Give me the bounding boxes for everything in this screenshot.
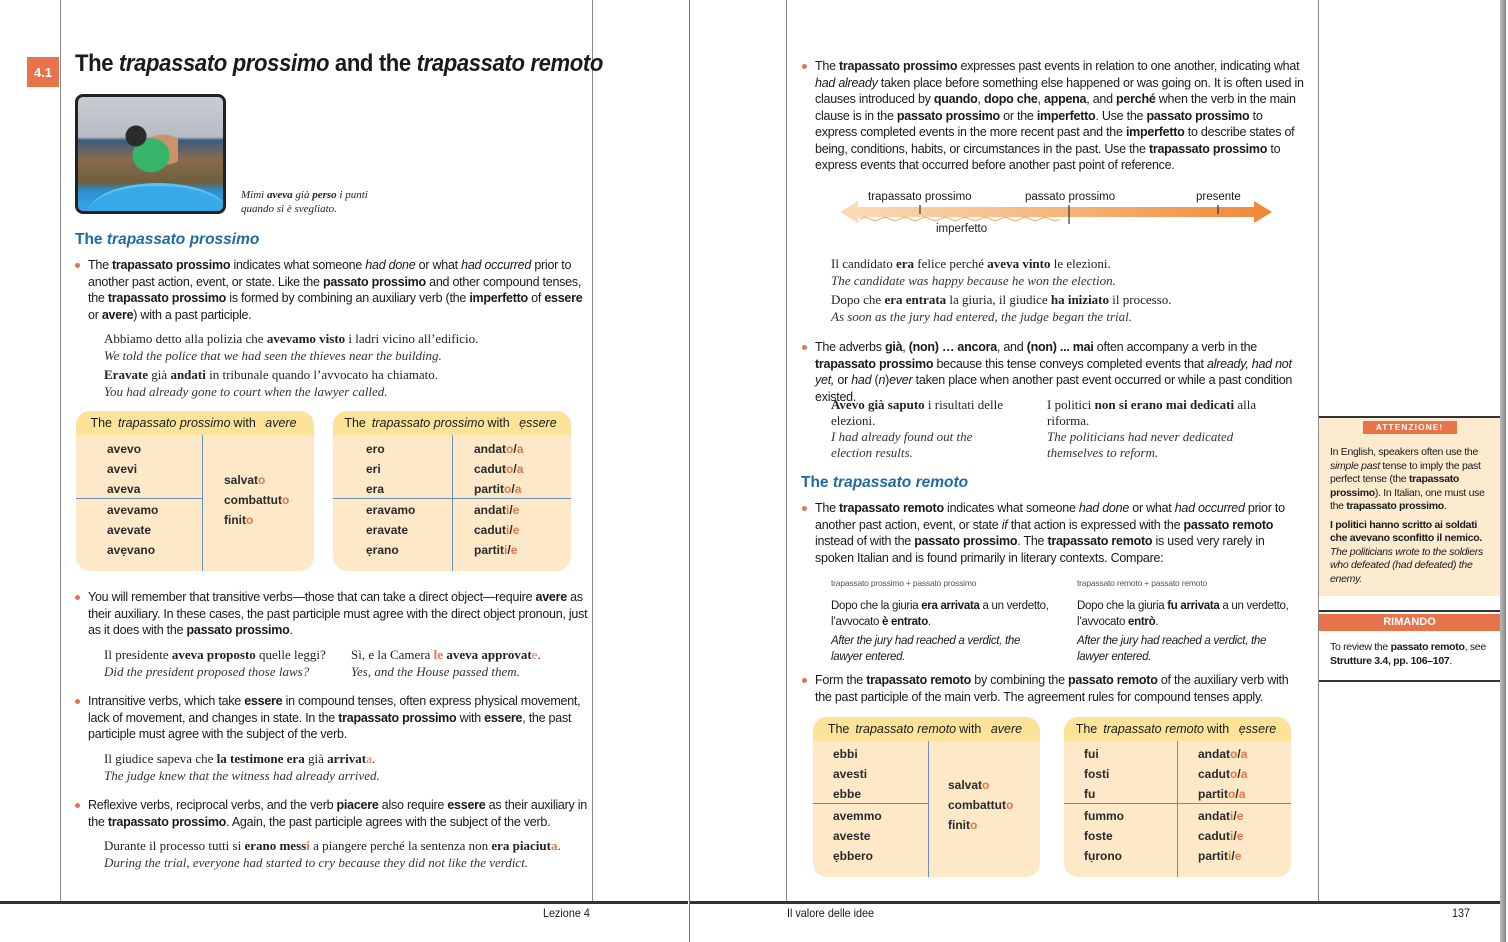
attenzione-translation: The politicians wrote to the soldiers who defeated (had defeated) the enemy. [1330, 545, 1483, 585]
verb-forms-plural: eravamo eravate ẹrano [366, 503, 416, 557]
example-transitive-right: Sì, e la Camera le aveva approvate. Yes, and the House passed them. [351, 647, 541, 679]
example-item: Eravate già andati in tribunale quando l’avvocato ha chiamato. You had already gone to court when the lawyer called. [104, 367, 438, 399]
attenzione-tag: ATTENZIONE! [1363, 421, 1457, 434]
left-margin-rule [60, 0, 61, 903]
bullet-transitive: You will remember that transitive verbs—those that can take a direct object—require avere as their auxiliary. In these cases, the past participle must agree with the direct object pronoun, just as it does with the passato prossimo. [88, 589, 588, 639]
example-intransitive: Il giudice sapeva che la testimone era già arrivata. The judge knew that the witness had already arrived. [104, 751, 380, 783]
verb-forms-singular: ebbi avesti ebbe [833, 747, 868, 801]
verb-forms-singular: avevo avevi aveva [107, 442, 142, 496]
table-trapassato-prossimo-essere [333, 411, 571, 571]
timeline-label-presente: presente [1196, 191, 1241, 203]
subheading-trapassato-prossimo: The trapassato prossimo [75, 231, 260, 248]
bullet-remoto-form: Form the trapassato remoto by combining the passato remoto of the auxiliary verb with the past participle of the main verb. The agreement rules for compound tenses apply. [815, 672, 1305, 705]
compare-label: trapassato remoto + passato remoto [1077, 578, 1207, 588]
page-title: The trapassato prossimo and the trapassato remoto [75, 50, 603, 77]
verb-forms-plural: avemmo aveste ẹbbero [833, 809, 882, 863]
example-adverbs-left: Avevo già saputo i risultati delle elezioni. I had already found out the election results. [831, 397, 1003, 460]
table-trapassato-prossimo-avere [76, 411, 314, 571]
bullet-dot [75, 803, 80, 808]
example-item: Il candidato era felice perché aveva vinto le elezioni. The candidate was happy because he won the election. [831, 256, 1116, 288]
bullet-dot [802, 64, 807, 69]
bullet-remoto-definition: The trapassato remoto indicates what someone had done or what had occurred prior to another past action, event, or state if that action is expressed with the passato remoto instead of with the passato prossimo. The trapassato remoto is used very rarely in spoken Italian and is found primarily in literary contexts. Compare: [815, 500, 1305, 566]
verb-forms-plural: fummo foste fụrono [1084, 809, 1124, 863]
right-page-left-rule [786, 0, 787, 903]
participles-plural: andati/e caduti/e partiti/e [1198, 809, 1244, 863]
page-edge-shadow [1500, 0, 1506, 942]
table-header: The trapassato prossimo with avere [76, 411, 314, 435]
table-divider [813, 803, 928, 804]
photo-caption: Mimì aveva già perso i punti quando si è svegliato. [241, 189, 368, 215]
bullet-relation: The trapassato prossimo expresses past events in relation to one another, indicating what had already taken place before something else happened or was going on. It is often used in clauses introduced by quando, dopo che, appena, and perché when the verb in the main clause is in the passato prossimo or the imperfetto. Use the passato prossimo to express completed events in the more recent past and the imperfetto to describe states of being, conditions, habits, or circumstances in the past. Use the trapassato prossimo to express events that occurred before another past point of reference. [815, 58, 1305, 174]
table-trapassato-remoto-essere [1064, 717, 1291, 877]
bullet-adverbs: The adverbs già, (non) … ancora, and (non) ... mai often accompany a verb in the trapassato prossimo because this tense conveys completed events that already, had not yet, or had (n)ever taken place when another past event occurred or while a past condition existed. [815, 339, 1310, 405]
rimando-tag: RIMANDO [1319, 614, 1500, 631]
examples-relation [831, 256, 1171, 328]
footer-lesson-label: Lezione 4 [543, 906, 590, 920]
bullet-dot [75, 263, 80, 268]
right-footer-rule [690, 901, 1500, 904]
example-reflexive: Durante il processo tutti si erano messi a piangere perché la sentenza non era piaciuta. During the trial, everyone had started to cry because they did not like the verdict. [104, 838, 561, 870]
timeline-label-trapassato: trapassato prossimo [868, 191, 972, 203]
table-header: The trapassato remoto with avere [813, 717, 1040, 741]
table-trapassato-remoto-avere [813, 717, 1040, 877]
subheading-trapassato-remoto: The trapassato remoto [801, 474, 969, 491]
rimando-box [1319, 610, 1500, 682]
timeline-label-imperfetto: imperfetto [936, 223, 988, 235]
example-adverbs-right: I politici non si erano mai dedicati alla riforma. The politicians had never dedicated themselves to reform. [1047, 397, 1257, 460]
example-item: Abbiamo detto alla polizia che avevamo visto i ladri vicino all’edificio. We told the police that we had seen the thieves near the building. [104, 331, 479, 363]
chapter-photo [75, 94, 226, 214]
compare-remoto: trapassato remoto + passato remoto Dopo che la giuria fu arrivata a un verdetto, l’avvocato entrò. After the jury had reached a verdict, the lawyer entered. [1077, 575, 1297, 666]
attenzione-example: I politici hanno scritto ai soldati che avevano sconfitto il nemico. [1330, 518, 1483, 544]
section-number-badge: 4.1 [27, 57, 59, 87]
example-transitive-left: Il presidente aveva proposto quelle leggi? Did the president proposed those laws? [104, 647, 326, 679]
table-divider [928, 741, 929, 877]
table-header: The trapassato remoto with ẹssere [1064, 717, 1291, 741]
example-item: Dopo che era entrata la giuria, il giudice ha iniziato il processo. As soon as the jury had entered, the judge began the trial. [831, 292, 1172, 324]
blue-tub [88, 183, 226, 214]
left-footer-rule [0, 901, 688, 904]
imperfetto-wave [860, 218, 1060, 221]
bullet-dot [802, 678, 807, 683]
verb-forms-singular: fui fosti fu [1084, 747, 1110, 801]
participles-singular: andato/a caduto/a partito/a [474, 442, 524, 496]
compare-label: trapassato prossimo + passato prossimo [831, 578, 977, 588]
timeline-arrow-left [840, 201, 858, 223]
bullet-definition: The trapassato prossimo indicates what someone had done or what had occurred prior to another past action, event, or state. Like the passato prossimo and other compound tenses, the trapassato prossimo is formed by combining an auxiliary verb (the imperfetto of essere or avere) with a past participle. [88, 257, 588, 323]
participles: salvato combattuto finito [948, 778, 1014, 832]
rimando-text: To review the passato remoto, see Strutture 3.4, pp. 106–107. [1330, 641, 1486, 667]
cross-reference-link[interactable]: Strutture 3.4, pp. 106–107 [1330, 654, 1450, 667]
bullet-dot [75, 595, 80, 600]
page-number: 137 [1452, 906, 1471, 920]
attenzione-box [1319, 416, 1500, 596]
bullet-dot [802, 506, 807, 511]
table-divider [1177, 741, 1178, 877]
compare-prossimo: trapassato prossimo + passato prossimo Dopo che la giuria era arrivata a un verdetto, l’avvocato è entrato. After the jury had reached a verdict, the lawyer entered. [831, 575, 1051, 666]
attenzione-text: In English, speakers often use the simple past tense to imply the past perfect tense (the trapassato prossimo). In Italian, one must use the trapassato prossimo. [1330, 446, 1485, 512]
timeline-label-passato: passato prossimo [1025, 191, 1116, 203]
bullet-intransitive: Intransitive verbs, which take essere in compound tenses, often express physical movement, lack of movement, and changes in state. In the trapassato prossimo with essere, the past participle must agree with the subject of the verb. [88, 693, 588, 743]
table-divider [452, 435, 453, 571]
bullet-dot [75, 699, 80, 704]
bullet-dot [802, 345, 807, 350]
spine-rule [689, 0, 690, 942]
participles: salvato combattuto finito [224, 473, 290, 527]
table-header: The trapassato prossimo with ẹssere [333, 411, 571, 435]
verb-forms-singular: ero eri era [366, 442, 385, 496]
verb-forms-plural: avevamo avevate avẹvano [107, 503, 159, 557]
participles-plural: andati/e caduti/e partiti/e [474, 503, 520, 557]
timeline-bar [854, 207, 1262, 217]
table-divider [202, 435, 203, 571]
participles-singular: andato/a caduto/a partito/a [1198, 747, 1248, 801]
examples-definition [104, 331, 478, 403]
left-page-right-rule [592, 0, 593, 903]
timeline-arrow-right [1254, 201, 1272, 223]
bullet-reflexive: Reflexive verbs, reciprocal verbs, and the verb piacere also require essere as their auxiliary in the trapassato prossimo. Again, the past participle agrees with the subject of the verb. [88, 797, 588, 830]
tense-timeline [838, 188, 1278, 238]
person-figure [118, 125, 178, 180]
footer-book-title: Il valore delle idee [787, 906, 875, 920]
